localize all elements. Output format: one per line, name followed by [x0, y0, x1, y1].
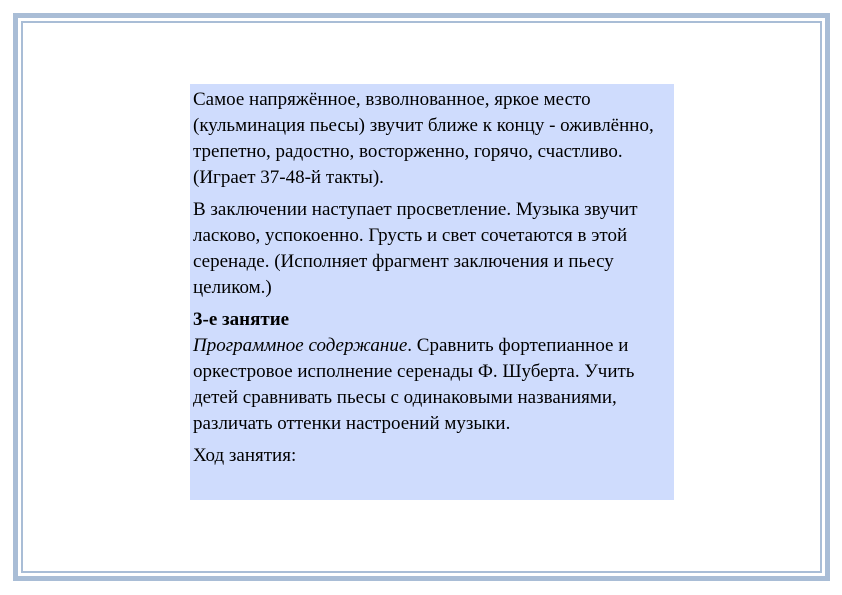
program-paragraph	[193, 333, 670, 437]
text-box[interactable]	[190, 84, 674, 500]
paragraph-conclusion: В заключении наступает просветление. Музыка звучит ласково, успокоенно. Грусть и свет сочетаются в этой серенаде. (Исполняет фрагмент заключения и пьесу целиком.)	[193, 199, 638, 298]
program-text: . Сравнить фортепианное и оркестровое исполнение серенады Ф. Шуберта. Учить детей сравнивать пьесы с одинаковыми названиями, различать оттенки настроений музыки.	[193, 335, 635, 434]
program-label: Программное содержание	[193, 335, 408, 356]
lesson-heading: 3-е занятие	[193, 309, 290, 330]
paragraph-climax: Самое напряжённое, взволнованное, яркое место (кульминация пьесы) звучит ближе к концу - оживлённо, трепетно, радостно, восторженно, горячо, счастливо. (Играет 37-48-й такты).	[193, 89, 654, 188]
lesson-course: Ход занятия:	[193, 445, 297, 466]
